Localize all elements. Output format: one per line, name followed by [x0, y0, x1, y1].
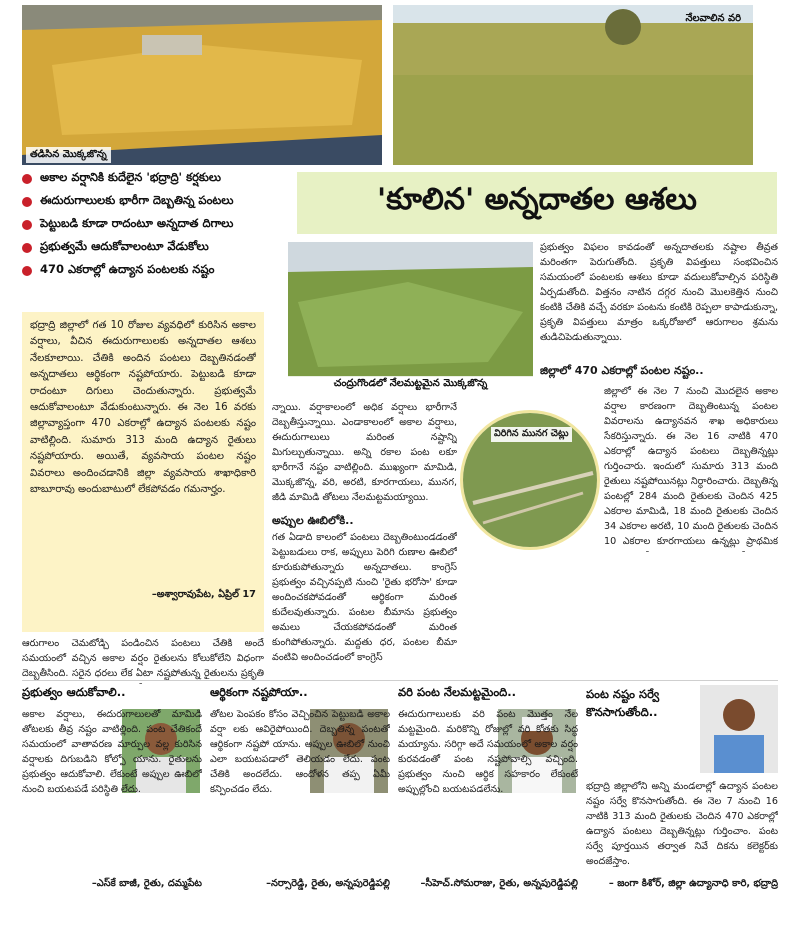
quote-signoff: –ఎస్‌కే బాజీ, రైతు, దమ్మపేట — [91, 878, 202, 889]
bullet-dot-icon — [22, 197, 32, 207]
bullet-dot-icon — [22, 243, 32, 253]
headline: 'కూలిన' అన్నదాతల ఆశలు — [377, 182, 697, 217]
quote-text: భద్రాద్రి జిల్లాలోని అన్ని మండలాల్లో ఉద్యాన పంటల నష్టం సర్వే కొనసాగుతోంది. ఈ నెల 7 నుంచి 16 నాటికి 313 మంది రైతులకు చెందిన 470 ఎకరాల్లో ఉద్యాన పంటలు దెబ్బతిన్నట్లు గుర్తించాం. పంట సర్వే పూర్తయిన తర్వాత నివే దికను కలెక్టర్‌కు అందజేస్తాం. — [586, 781, 778, 867]
intro-dateline: –అశ్వారావుపేట, ఏప్రిల్ 17 — [151, 589, 256, 600]
highlight-item: పెట్టుబడి కూడా రాదంటూ అన్నదాత దిగాలు — [22, 216, 292, 233]
corn-drying-caption: తడిసిన మొక్కజొన్న — [26, 147, 111, 163]
drumstick-caption: విరిగిన మునగ చెట్లు — [491, 427, 572, 442]
intro-text: భద్రాద్రి జిల్లాలో గత 10 రోజుల వ్యవధిలో కురిసిన అకాల వర్షాలు, వీచిన ఈదురుగాలులకు అన్నదాతల ఆశలు నేలకూలాయి. చేతికి అందిన పంటలు దెబ్బతినడంతో అన్నదాతలు ఆర్థికంగా నష్టపోయారు. పెట్టుబడి కూడా రాదంటూ దిగులు చెందుతున్నారు. ప్రభుత్వమే ఆదుకోవాలంటూ వేడుకుంటున్నారు. ఈ నెల 16 వరకు జిల్లావ్యాప్తంగా 470 ఎకరాల్లో ఉద్యాన పంటలకు నష్టం వాటిల్లింది. సుమారు 313 మంది ఉద్యాన రైతులు నష్టపోయారు. అయితే, వ్యవసాయ పంటల నష్టం వివరాలు అందించడానికి జిల్లా వ్యవసాయ శాఖాధికారి బాబూరావు అందుబాటులో లేకపోవడం గమనార్హం. — [30, 320, 256, 496]
flattened-maize-photo — [288, 242, 533, 392]
body-debt-para: గత ఏడాది కాలంలో పంటలు దెబ్బతింటుండడంతో పెట్టుబడులు రాక, అప్పులు పెరిగి రుణాల ఊబిలో కూరుకుపోతున్నారు అన్నదాతలు. కాంగ్రెస్ ప్రభుత్వం వచ్చినప్పటి నుంచి 'రైతు భరోసా' కూడా అందించకపోవడంతో ఆర్థికంగా మరింత కుదేలవుతున్నారు. పంటల బీమాను ప్రభుత్వం అమలు చేయకపోవడంతో మరింత కుంగిపోతున్నారు. మద్దతు ధర, పంటల బీమా వంటివి అందించడంలో కాంగ్రెస్ — [272, 532, 457, 663]
body-right-para1: ప్రభుత్వం విఫలం కావడంతో అన్నదాతలకు నష్టాల తీవ్రత మరింతగా పెరుగుతోంది. ప్రకృతి విపత్తులు సంభవించిన సమయంలో పంటలకు ఆశలు కూడా వదులుకోవాల్సిన పరిస్థితి ఏర్పడుతోంది. విత్తనం నాటిన దగ్గర నుంచి మొలకెత్తిన నుంచి కంటికి చేతికి వచ్చే వరకూ పంటను కంటికి రెప్పలా కాపాడుకున్నా, ప్రకృతి విపత్తులు మాత్రం ఒక్కరోజులో ఆరుగాలం శ్రమను తుడిచిపెడుతున్నాయి. — [540, 242, 778, 343]
highlights-list — [22, 170, 292, 285]
quote-text: అకాల వర్షాలు, ఈదురుగాలులతో మామిడి తోటలకు తీవ్ర నష్టం వాటిల్లింది. పంట చేతికందే సమయంలో వాతావరణ మార్పుల వల్ల కురిసిన వర్షాలకు దిగుబడిని కోల్పో యాను. రైతులను ప్రభుత్వం ఆదుకోవాలి. లేకుంటే అప్పుల ఊబిలో నుంచి బయటపడే పరిస్థితి లేదు. — [22, 709, 202, 795]
bullet-dot-icon — [22, 174, 32, 184]
highlight-item: 470 ఎకరాల్లో ఉద్యాన పంటలకు నష్టం — [22, 262, 292, 279]
body-right-para2: జిల్లాలో ఈ నెల 7 నుంచి మొదలైన అకాల వర్షాల కారణంగా దెబ్బతింటున్న పంటల వివరాలను ఉద్యానవన శాఖ అధికారులు సేకరిస్తున్నారు. ఈ నెల 16 నాటికి 470 ఎకరాల్లో ఉద్యాన పంటలు దెబ్బతిన్నట్లు గుర్తించారు. ఇందులో సుమారు 313 మంది రైతులు నష్టపోయినట్లు నిర్ధారించారు. దెబ్బతిన్న పంటల్లో 284 మంది రైతులకు చెందిన 425 ఎకరాల మామిడి, 18 మంది రైతులకు చెందిన 34 ఎకరాల అరటి, 10 మంది రైతులకు చెందిన 10 ఎకరాల కూరగాయలు ఉన్నట్లు ప్రాథమిక — [604, 386, 778, 547]
body-right-column — [540, 240, 778, 380]
quote-title: వరి పంట నేలమట్టమైంది.. — [398, 685, 517, 699]
quote-title: ప్రభుత్వం ఆదుకోవాలి.. — [22, 685, 126, 699]
flattened-maize-caption: చంద్రుగొండలో నేలమట్టమైన మొక్కజొన్న — [288, 376, 533, 392]
subhead-debt: అప్పుల ఊబిలోకి.. — [272, 514, 354, 527]
body-left-para: ఆరుగాలం చెమటోడ్చి పండించిన పంటలు చేతికి అందే సమయంలో వచ్చిన అకాల వర్షం రైతులను కోలుకోలేని విధంగా దెబ్బతీసింది. సరైన ధరలు లేక ఏటా నష్టపోతున్న రైతులను ప్రకృతి — [22, 638, 264, 679]
bullet-dot-icon — [22, 220, 32, 230]
body-middle-column — [272, 400, 457, 682]
quote-signoff: –నర్సారెడ్డి, రైతు, అన్నపురెడ్డిపల్లి — [266, 878, 390, 889]
quote-title: పంట నష్టం సర్వే కొనసాగుతోంది.. — [586, 687, 660, 719]
corn-drying-photo — [22, 5, 382, 165]
corn-drying-image — [22, 5, 382, 165]
officer-photo — [700, 685, 778, 773]
quote-text: ఈదురుగాలులకు వరి పంట మొత్తం నేల మట్టమైంది. మరికొన్ని రోజుల్లో వరి కోతకు సిద్ధ మయ్యాను. సరిగ్గా అదే సమయంలో అకాల వర్షం కురవడంతో పంట నష్టపోవాల్సి వచ్చింది. ప్రభుత్వం నుంచి ఆర్థిక సహకారం లేకుంటే అప్పుల్లోంచి బయటపడలేను. — [398, 709, 578, 795]
quote-text: తోటల పెంపకం కోసం వెచ్చించిన పెట్టుబడి అకాల వర్షా లకు ఆవిరైపోయింది. దెబ్బతిన్న పంటతో ఆర్థికంగా నష్టపో యాను. అప్పుల ఊబిలో నుంచి ఎలా బయటపడాలో తెలియడం లేదు. పంట చేతికి అందలేదు. ఆందోళన తప్ప ఏమీ కన్పించడం లేదు. — [210, 709, 390, 795]
quote-card-1 — [22, 685, 202, 905]
headline-box — [297, 172, 777, 234]
flattened-maize-image — [288, 242, 533, 377]
highlight-item: ప్రభుత్వమే ఆదుకోవాలంటూ వేడుకోలు — [22, 239, 292, 256]
body-middle-para: న్నాయి. వర్షాకాలంలో అధిక వర్షాలు భారీగానే దెబ్బతీస్తున్నాయి. ఎండాకాలంలో అకాల వర్షాలు, ఈదురుగాలులు మరింత నష్టాన్ని మిగుల్చుతున్నాయి. అన్ని రకాల పంట లకూ భారీగానే నష్టం వాటిల్లింది. ముఖ్యంగా మామిడి, మొక్కజొన్న, వరి, అరటి, కూరగాయలు, మునగ, జీడి మామిడి తోటలు నేలమట్టమయ్యాయి. — [272, 402, 457, 503]
intro-box — [22, 312, 264, 632]
quote-card-2 — [210, 685, 390, 905]
fallen-paddy-photo — [393, 5, 753, 165]
subhead-district-loss: జిల్లాలో 470 ఎకరాల్లో పంటల నష్టం.. — [540, 364, 704, 377]
drumstick-photo — [460, 410, 600, 550]
quote-title: ఆర్థికంగా నష్టపోయా.. — [210, 685, 308, 699]
quote-card-4 — [586, 685, 778, 905]
fallen-paddy-image — [393, 5, 753, 165]
bullet-dot-icon — [22, 266, 32, 276]
highlight-item: ఈదురుగాలులకు భారీగా దెబ్బతిన్న పంటలు — [22, 193, 292, 210]
quote-signoff: –సీహెచ్.సోమరాజు, రైతు, అన్నపురెడ్డిపల్లి — [420, 878, 578, 889]
section-divider — [22, 680, 778, 681]
quote-card-3 — [398, 685, 578, 905]
highlight-item: అకాల వర్షానికి కుదేలైన 'భద్రాద్రి' కర్షకులు — [22, 170, 292, 187]
quote-signoff: – జంగా కిశోర్, జిల్లా ఉద్యానాధి కారి, భద్రాద్రి — [608, 878, 778, 889]
fallen-paddy-caption: నేలవాలిన వరి — [685, 13, 741, 24]
